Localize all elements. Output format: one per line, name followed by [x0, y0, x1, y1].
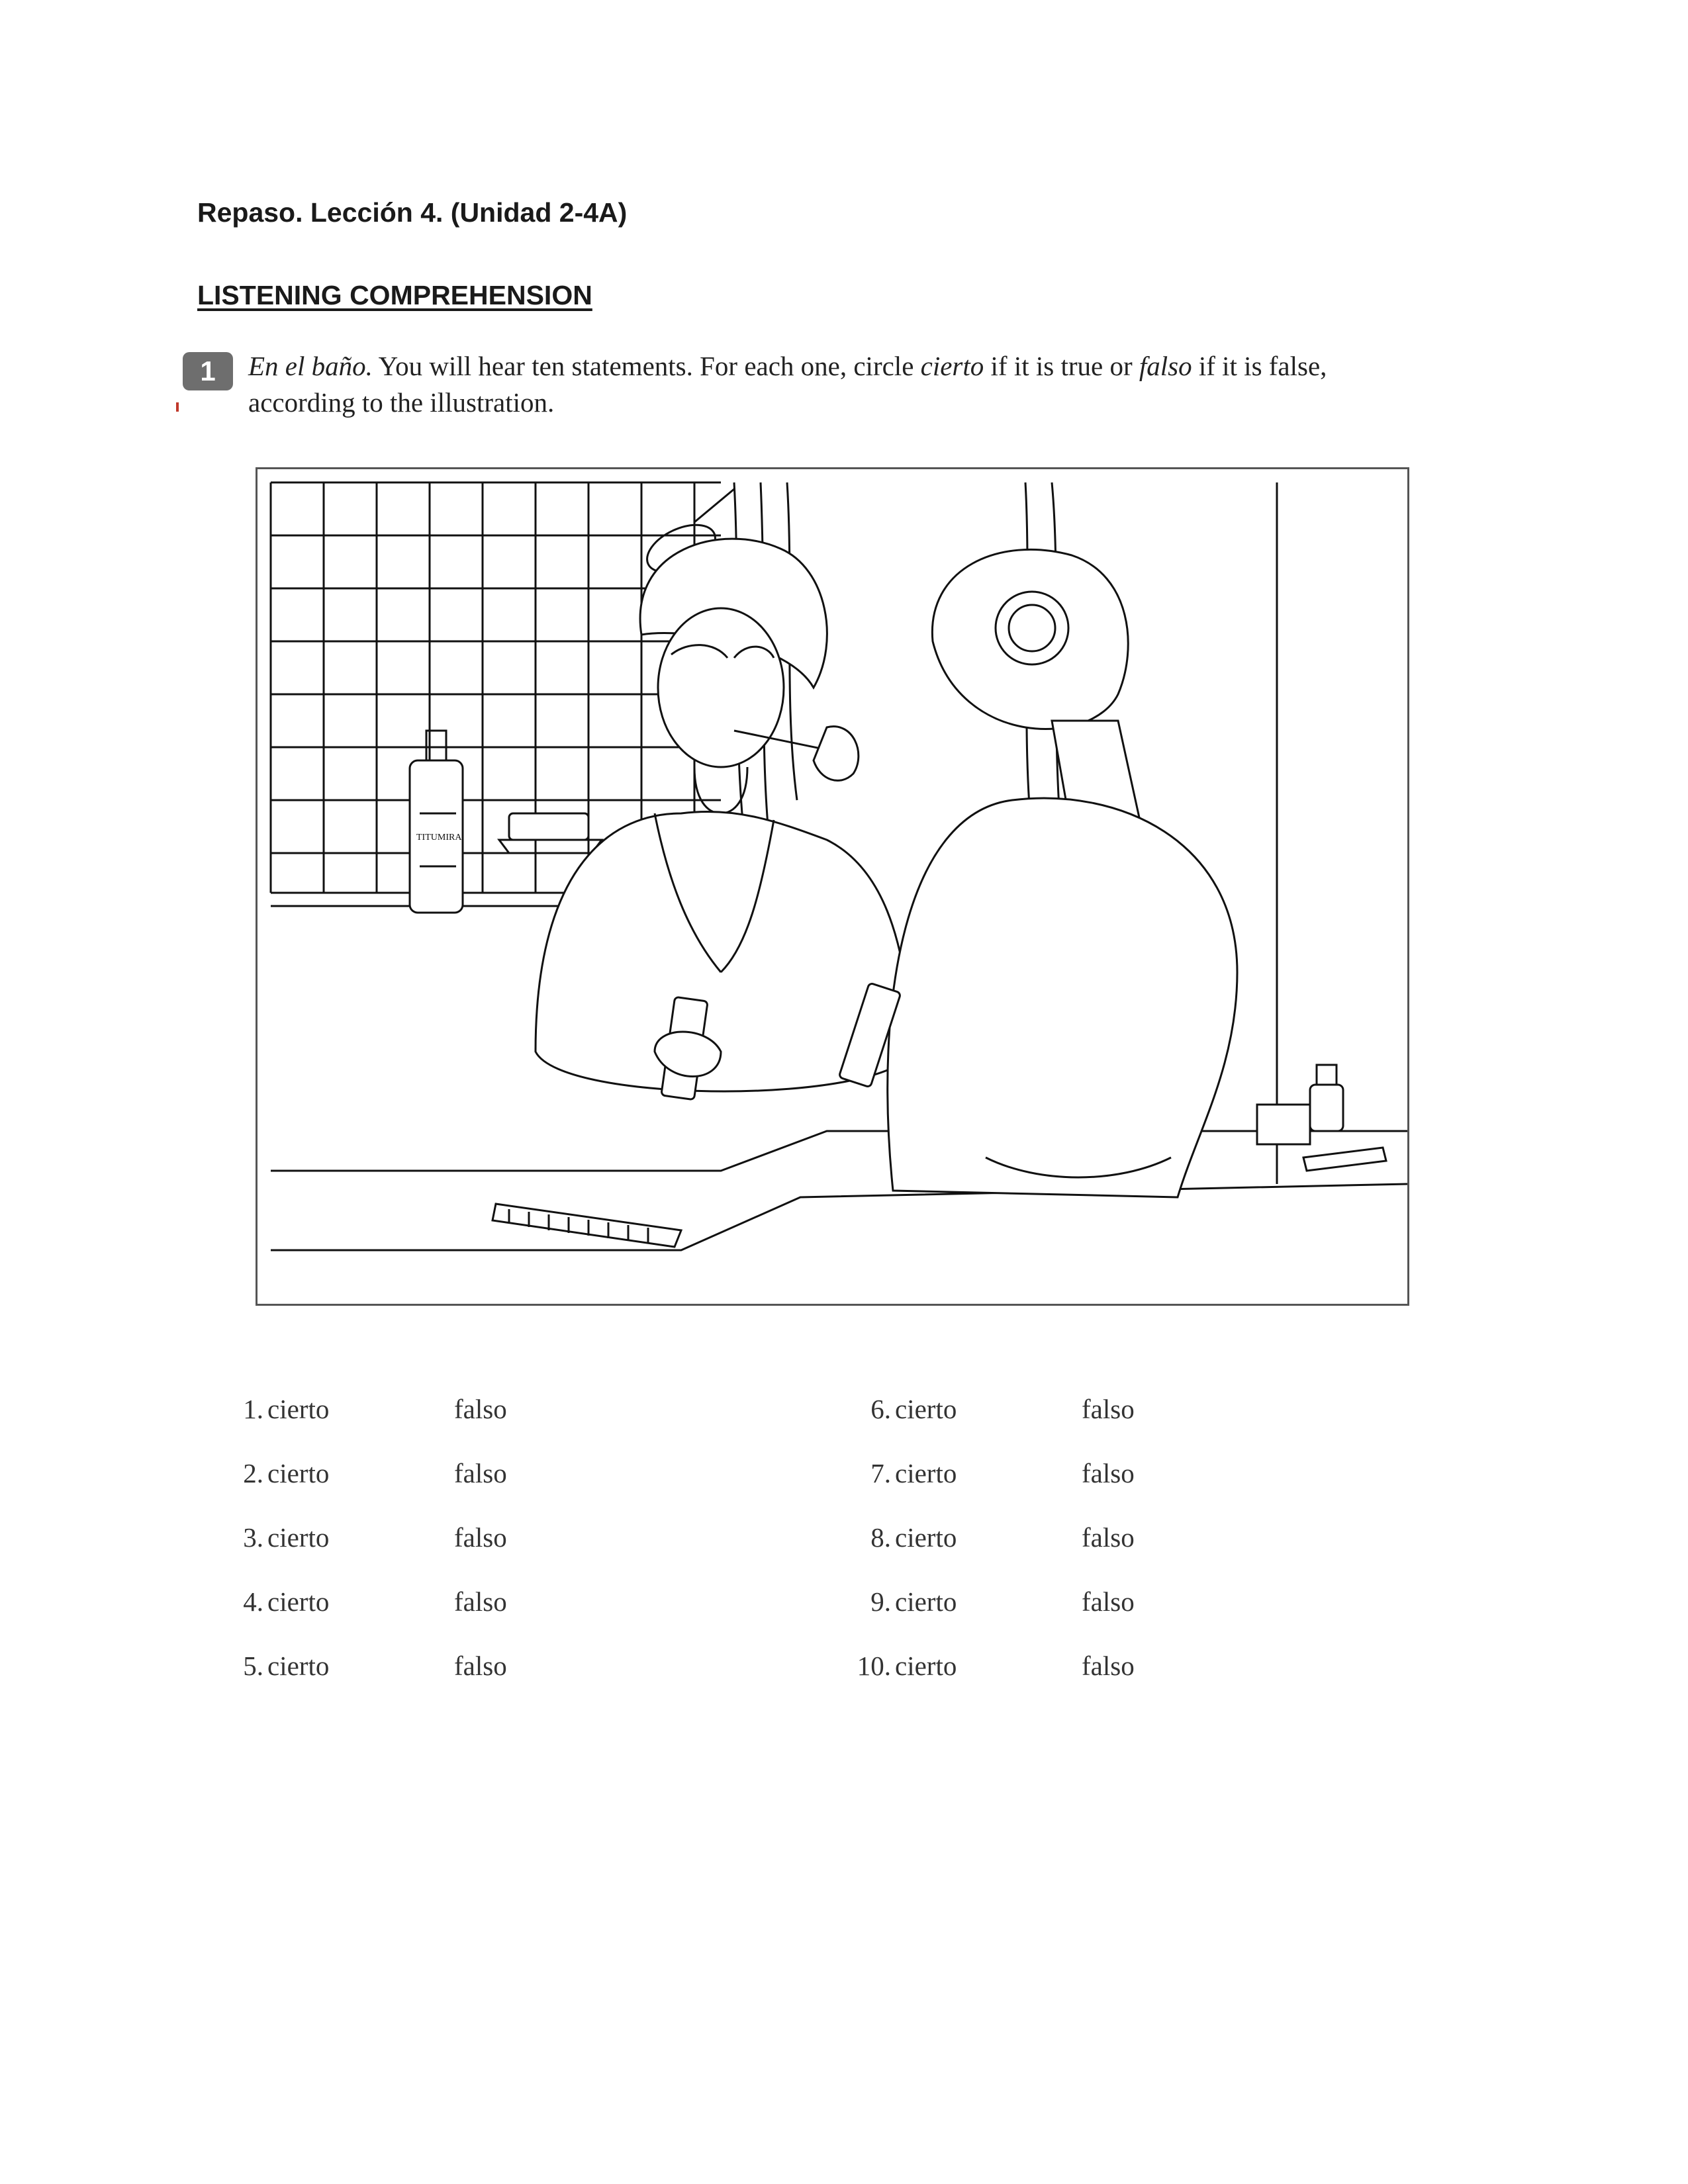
- item-number: 6.: [870, 1394, 891, 1424]
- item-number: 3.: [243, 1522, 263, 1553]
- option-cierto[interactable]: cierto: [267, 1651, 330, 1681]
- word-cierto: cierto: [920, 351, 984, 381]
- bathroom-illustration: [256, 467, 1409, 1306]
- page-title: Repaso. Lección 4. (Unidad 2-4A): [197, 197, 628, 228]
- item-number: 1.: [243, 1394, 263, 1424]
- shampoo-bottle: [410, 731, 463, 913]
- activity-number-badge: 1: [183, 352, 233, 390]
- option-cierto[interactable]: cierto: [895, 1458, 957, 1488]
- word-falso: falso: [1139, 351, 1192, 381]
- reflection-figure: [839, 549, 1237, 1197]
- option-falso[interactable]: falso: [1082, 1522, 1135, 1553]
- option-falso[interactable]: falso: [454, 1458, 507, 1488]
- option-falso[interactable]: falso: [454, 1651, 507, 1681]
- item-number: 10.: [857, 1651, 891, 1681]
- option-falso[interactable]: falso: [1082, 1458, 1135, 1488]
- bottle-label: TITUMIRA: [416, 833, 462, 842]
- item-number: 4.: [243, 1586, 263, 1617]
- option-cierto[interactable]: cierto: [267, 1586, 330, 1617]
- section-heading: LISTENING COMPREHENSION: [197, 280, 592, 310]
- item-number: 5.: [243, 1651, 263, 1681]
- instructions-text-3: if it is false, according to the illustration.: [248, 351, 1327, 418]
- instructions-text-1: You will hear ten statements. For each one, circle: [372, 351, 921, 381]
- answer-row: [833, 1522, 1429, 1586]
- activity-title: En el baño.: [248, 351, 373, 381]
- option-falso[interactable]: falso: [1082, 1394, 1135, 1424]
- option-falso[interactable]: falso: [454, 1394, 507, 1424]
- item-number: 7.: [870, 1458, 891, 1488]
- answers-left-column: [205, 1393, 801, 1714]
- comb: [492, 1204, 681, 1247]
- soap-dish: [499, 813, 602, 853]
- option-falso[interactable]: falso: [454, 1522, 507, 1553]
- answers-right-column: [833, 1393, 1429, 1714]
- answer-row: [205, 1522, 801, 1586]
- item-number: 2.: [243, 1458, 263, 1488]
- counter: [271, 1131, 1407, 1250]
- margin-mark: [176, 402, 179, 412]
- answer-row: [833, 1393, 1429, 1457]
- option-cierto[interactable]: cierto: [895, 1651, 957, 1681]
- option-falso[interactable]: falso: [1082, 1586, 1135, 1617]
- instructions-text-2: if it is true or: [984, 351, 1139, 381]
- answer-row: [833, 1457, 1429, 1522]
- option-cierto[interactable]: cierto: [267, 1458, 330, 1488]
- activity-instructions: [248, 348, 1374, 421]
- bathroom-drawing: [258, 469, 1407, 1304]
- answer-row: [205, 1457, 801, 1522]
- answer-row: [833, 1650, 1429, 1714]
- option-cierto[interactable]: cierto: [267, 1394, 330, 1424]
- option-cierto[interactable]: cierto: [895, 1586, 957, 1617]
- option-cierto[interactable]: cierto: [895, 1394, 957, 1424]
- woman-figure: [536, 539, 913, 1100]
- option-cierto[interactable]: cierto: [895, 1522, 957, 1553]
- item-number: 9.: [870, 1586, 891, 1617]
- option-cierto[interactable]: cierto: [267, 1522, 330, 1553]
- option-falso[interactable]: falso: [454, 1586, 507, 1617]
- answer-row: [205, 1650, 801, 1714]
- answer-row: [833, 1586, 1429, 1650]
- answer-row: [205, 1393, 801, 1457]
- option-falso[interactable]: falso: [1082, 1651, 1135, 1681]
- item-number: 8.: [870, 1522, 891, 1553]
- answer-row: [205, 1586, 801, 1650]
